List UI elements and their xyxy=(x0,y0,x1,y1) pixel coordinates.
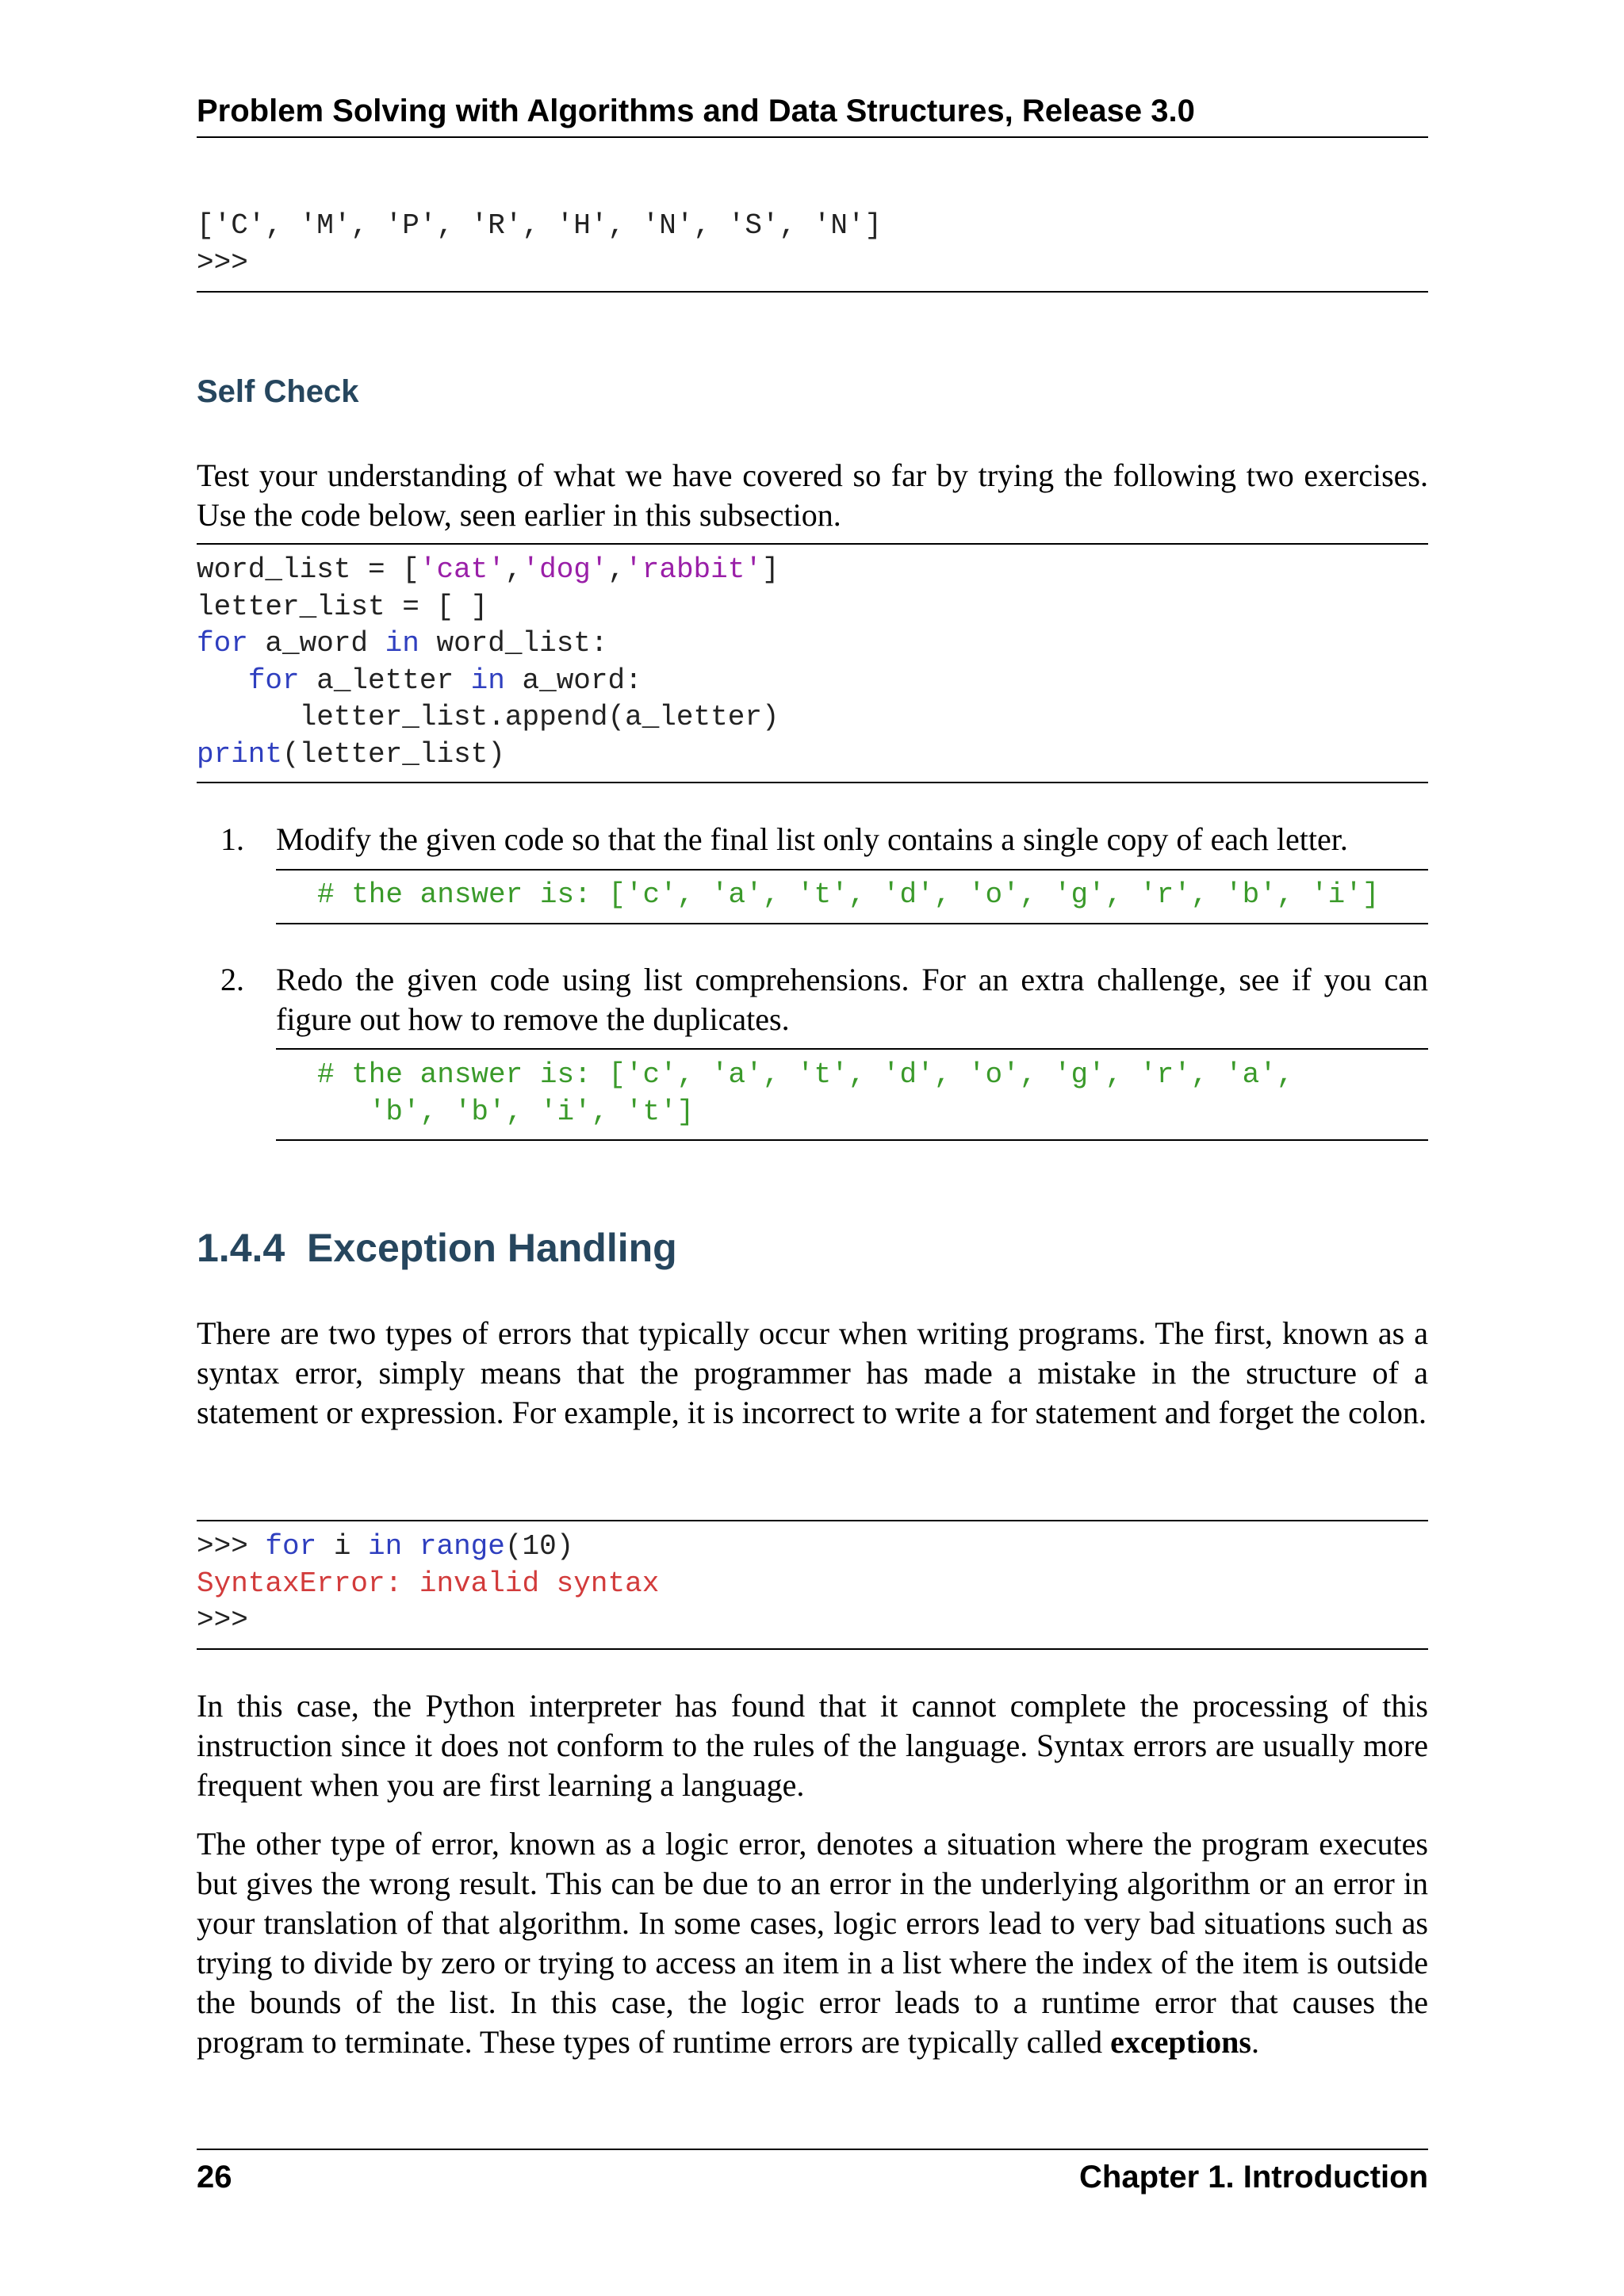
code-bottom-rule xyxy=(197,1648,1428,1650)
code-token: , xyxy=(504,553,523,586)
code-text xyxy=(197,552,779,773)
chapter-label: Chapter 1. Introduction xyxy=(1079,2160,1428,2195)
paragraph: In this case, the Python interpreter has found that it cannot complete the processing of this instruction since it does not conform to the rules of the language. Syntax errors are usually more frequent when you are first learning a language. xyxy=(197,1688,1428,1803)
code-string: 'cat' xyxy=(419,553,505,586)
page-footer xyxy=(197,2149,1428,2195)
code-keyword: in xyxy=(368,1530,403,1563)
answer-code-1 xyxy=(317,877,1379,914)
self-check-heading: Self Check xyxy=(197,374,359,409)
answer-bottom-rule xyxy=(276,1139,1428,1141)
code-token xyxy=(402,1530,419,1563)
self-check-intro: Test your understanding of what we have covered so far by trying the following two exercises. Use the code below, seen earlier in this subsection. xyxy=(197,457,1428,533)
code-token: ] xyxy=(761,553,779,586)
code-comment-line: 'b', 'b', 'i', 't'] xyxy=(368,1095,695,1128)
code-bottom-rule xyxy=(197,782,1428,783)
section-heading xyxy=(197,1225,677,1271)
section-title: Exception Handling xyxy=(307,1226,677,1270)
answer-code-2 xyxy=(317,1057,1293,1131)
paragraph xyxy=(197,1824,1428,2062)
section-number: 1.4.4 xyxy=(197,1226,285,1270)
code-top-rule xyxy=(197,1520,1428,1521)
code-token: a_letter xyxy=(299,664,471,697)
code-error: SyntaxError: invalid syntax xyxy=(197,1567,660,1600)
code-keyword: for xyxy=(265,1530,317,1563)
page-number: 26 xyxy=(197,2160,232,2195)
code-text xyxy=(197,1529,659,1640)
code-builtin: range xyxy=(419,1530,505,1563)
code-keyword: in xyxy=(470,664,505,697)
code-token: a_word: xyxy=(504,664,642,697)
code-token: i xyxy=(316,1530,369,1563)
output-code-block xyxy=(197,208,882,281)
paragraph-text: . xyxy=(1251,2024,1259,2060)
code-top-rule xyxy=(197,543,1428,545)
code-keyword: print xyxy=(197,737,283,771)
running-header: Problem Solving with Algorithms and Data Structures, Release 3.0 xyxy=(197,89,1428,138)
code-prompt: >>> xyxy=(197,1530,266,1563)
code-bottom-rule xyxy=(197,291,1428,293)
code-token: a_word xyxy=(247,627,385,660)
code-comment-line: # the answer is: ['c', 'a', 't', 'd', 'o', 'g', 'r', 'a', xyxy=(317,1058,1294,1091)
code-token: , xyxy=(607,553,626,586)
exercise-text: Redo the given code using list comprehensions. For an extra challenge, see if you can figure out how to remove the duplicates. xyxy=(276,962,1428,1037)
code-prompt: >>> xyxy=(197,246,248,279)
code-keyword: for xyxy=(197,627,248,660)
answer-bottom-rule xyxy=(276,923,1428,924)
code-comment: # the answer is: ['c', 'a', 't', 'd', 'o', 'g', 'r', 'b', 'i'] xyxy=(317,878,1380,911)
answer-top-rule xyxy=(276,869,1428,871)
code-string: 'dog' xyxy=(522,553,608,586)
exercise-number: 1. xyxy=(220,821,244,857)
exercise-number: 2. xyxy=(220,962,244,997)
syntax-code-block xyxy=(197,1529,659,1640)
code-token: (letter_list) xyxy=(282,737,505,771)
bold-term: exceptions xyxy=(1110,2024,1251,2060)
paragraph: There are two types of errors that typically occur when writing programs. The first, known as a syntax error, simply means that the programmer has made a mistake in the structure of a statement or expression. For example, it is incorrect to write a for statement and forget the colon. xyxy=(197,1315,1428,1430)
code-token: (10) xyxy=(504,1530,574,1563)
code-keyword: for xyxy=(247,664,300,697)
code-line xyxy=(197,208,882,281)
answer-top-rule xyxy=(276,1048,1428,1050)
exercise-text: Modify the given code so that the final list only contains a single copy of each letter. xyxy=(276,821,1348,857)
code-token: word_list: xyxy=(419,627,608,660)
example-code-block xyxy=(197,552,779,773)
code-prompt: >>> xyxy=(197,1604,248,1636)
code-token: letter_list.append(a_letter) xyxy=(299,701,779,733)
code-output: ['C', 'M', 'P', 'R', 'H', 'N', 'S', 'N'] xyxy=(197,209,883,242)
code-string: 'rabbit' xyxy=(625,553,762,586)
paragraph-text: The other type of error, known as a logic error, denotes a situation where the program executes but gives the wrong result. This can be due to an error in the underlying algorithm or an error in your translation of that algorithm. In some cases, logic errors lead to very bad situations such as trying to divide by zero or trying to access an item in a list where the index of the item is outside the bounds of the list. In this case, the logic error leads to a runtime error that causes the program to terminate. These types of runtime errors are typically called xyxy=(197,1826,1428,2060)
code-token: letter_list = [ ] xyxy=(197,590,488,623)
code-token: word_list = [ xyxy=(197,553,419,586)
code-keyword: in xyxy=(385,627,419,660)
code-comment xyxy=(317,1057,1293,1131)
